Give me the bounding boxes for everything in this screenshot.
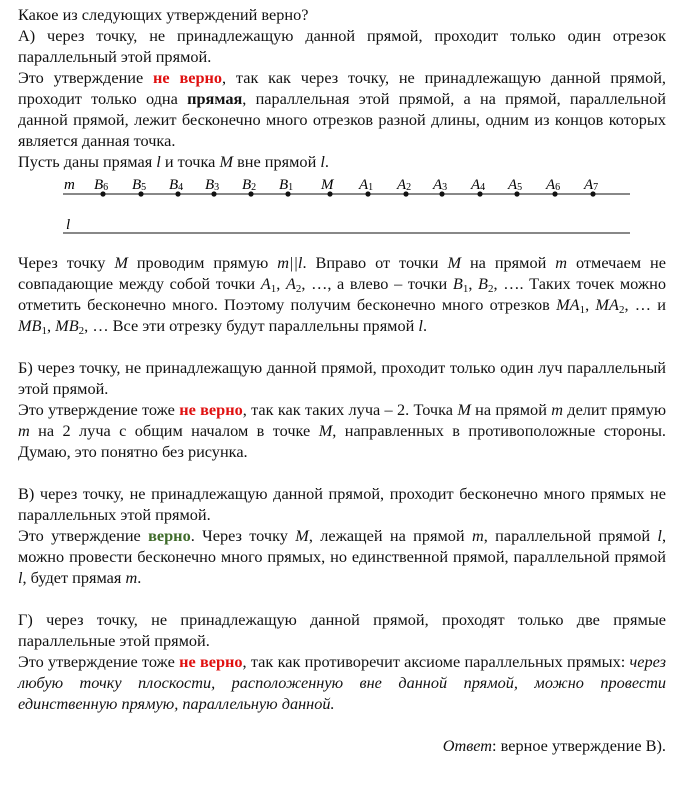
verdict-d-word: не верно: [179, 652, 243, 671]
question: Какое из следующих утверждений верно?: [18, 5, 309, 24]
statement-b: Б) через точку, не принадлежащую данной прямой, проходит только один луч параллельный этой прямой.: [18, 358, 666, 398]
point-label-a5: A5: [508, 177, 523, 193]
point-label-a1: A1: [359, 177, 374, 193]
line-l-label: l: [66, 217, 71, 233]
construction-text: Через точку M проводим прямую m||l. Вправо от точки M на прямой m отмечаем не совпадающие между собой точки $A_1$, $A_2$, …, а влево – точки $B_1$, $B_2$, …. Таких точек можно отметить бесконечно много. Поэтому получим бесконечно много отрезков $MA_1$, $MA_2$, … и $MB_1$, $MB_2$, … Все эти отрезку будут параллельны прямой l.: [18, 253, 667, 337]
verdict-d: Это утверждение тоже не верно, так как противоречит аксиоме параллельных прямых: через любую точку плоскости, расположенную вне данной прямой, можно провести единственную прямую, параллельную данной.: [18, 652, 666, 713]
document-page: [18, 4, 666, 756]
answer-text: : верное утверждение В).: [492, 736, 666, 755]
answer-label: Ответ: [442, 736, 493, 755]
point-label-b1: B1: [279, 177, 294, 193]
point-label-b3: B3: [205, 177, 220, 193]
answer-line: [18, 735, 666, 756]
verdict-b: Это утверждение тоже не верно, так как таких луча – 2. Точка M на прямой m делит прямую m на 2 луча с общим началом в точке M, направленных в противоположные стороны. Думаю, это понятно без рисунка.: [18, 400, 666, 461]
point-label-b6: B6: [94, 177, 109, 193]
verdict-a: Это утверждение не верно, так как через точку, не принадлежащую данной прямой, проходит только одна прямая, параллельная этой прямой, а на прямой, параллельной данной прямой, лежит бесконечно много отрезков разной длины, одним из концов которых является данная точка.: [18, 68, 667, 150]
point-label-b5: B5: [132, 177, 147, 193]
point-label-a2: A2: [397, 177, 412, 193]
statement-a: А) через точку, не принадлежащую данной прямой, проходит только один отрезок параллельный этой прямой.: [18, 26, 666, 66]
axiom-text: через любую точку плоскости, расположенную вне данной прямой, можно провести единственную прямую, параллельную данной.: [18, 652, 666, 713]
verdict-a-word: не верно: [153, 68, 223, 87]
verdict-c: Это утверждение верно. Через точку M, лежащей на прямой m, параллельной прямой l, можно провести бесконечно много прямых, но единственной прямой, параллельной прямой l, будет прямая m.: [18, 526, 667, 587]
point-label-a3: A3: [433, 177, 448, 193]
point-label-b4: B4: [169, 177, 184, 193]
let-line: Пусть даны прямая l и точка M вне прямой l.: [18, 152, 329, 171]
verdict-b-word: не верно: [179, 400, 243, 419]
statement-c: В) через точку, не принадлежащую данной прямой, проходит бесконечно много прямых не параллельных этой прямой.: [18, 484, 666, 524]
line-m-label: m: [64, 177, 75, 193]
point-label-a7: A7: [584, 177, 599, 193]
point-label-a6: A6: [546, 177, 561, 193]
parallel-lines-figure: [18, 172, 666, 252]
point-label-b2: B2: [242, 177, 257, 193]
point-label-a4: A4: [471, 177, 486, 193]
point-label-m: M: [321, 177, 334, 193]
verdict-c-word: верно: [148, 526, 191, 545]
statement-d: Г) через точку, не принадлежащую данной прямой, проходят только две прямые параллельные этой прямой.: [18, 610, 666, 650]
